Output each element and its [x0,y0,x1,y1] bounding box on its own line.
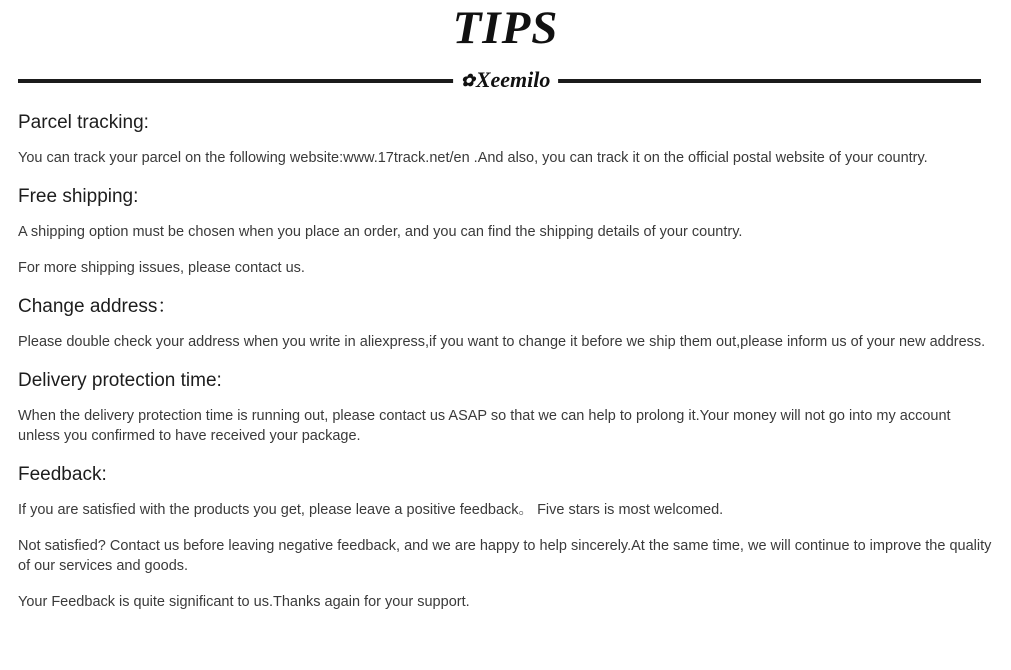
section-paragraph: You can track your parcel on the following website:www.17track.net/en .And also, you can track it on the official postal website of your country. [18,150,928,166]
section-heading: Parcel tracking: [18,112,149,133]
section-change-address [18,294,993,352]
section-delivery-protection-time [18,368,993,446]
section-heading: Change address： [18,296,177,317]
document-header [0,0,1011,100]
brand-name [453,66,559,95]
section-heading: Feedback: [18,464,107,485]
section-paragraph: Your Feedback is quite significant to us.Thanks again for your support. [18,594,470,610]
section-heading: Free shipping: [18,186,139,207]
document-body [0,110,1011,612]
section-paragraph: Not satisfied? Contact us before leaving negative feedback, and we are happy to help sincerely.At the same time, we will continue to improve the quality of our services and goods. [18,538,992,574]
page-title: TIPS [452,2,559,54]
section-paragraph: If you are satisfied with the products you get, please leave a positive feedback。 Five stars is most welcomed. [18,502,724,518]
section-paragraph: For more shipping issues, please contact us. [18,260,305,276]
section-feedback [18,462,993,612]
section-paragraph: A shipping option must be chosen when you place an order, and you can find the shipping details of your country. [18,224,743,240]
section-parcel-tracking [18,110,993,168]
section-paragraph: When the delivery protection time is running out, please contact us ASAP so that we can help to prolong it.Your money will not go into my account unless you confirmed to have received your package. [18,408,951,444]
brand-label: Xeemilo [475,67,551,92]
brand-divider [0,66,1011,100]
section-paragraph: Please double check your address when you write in aliexpress,if you want to change it before we ship them out,please inform us of your new address. [18,334,986,350]
section-heading: Delivery protection time: [18,370,222,391]
section-free-shipping [18,184,993,278]
flower-icon: ✿ [460,71,475,90]
